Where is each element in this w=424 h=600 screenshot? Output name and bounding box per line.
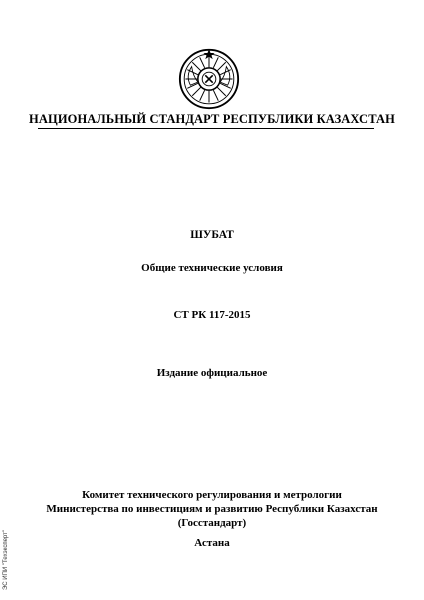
publisher-line-1: Комитет технического регулирования и метрологии: [82, 489, 342, 501]
kazakhstan-state-emblem-icon: [178, 48, 240, 110]
publisher-line-2: Министерства по инвестициям и развитию Республики Казахстан: [46, 503, 378, 515]
publisher-line-3: (Госстандарт): [177, 517, 247, 529]
edition-label: Издание официальное: [156, 367, 268, 379]
publisher-block: [0, 488, 424, 530]
header-divider: [38, 128, 374, 129]
city-label: Астана: [194, 537, 230, 549]
document-title: ШУБАТ: [190, 229, 234, 241]
document-subtitle: Общие технические условия: [141, 262, 283, 274]
standard-header-title: НАЦИОНАЛЬНЫЙ СТАНДАРТ РЕСПУБЛИКИ КАЗАХСТАН: [29, 112, 395, 126]
margin-watermark-text: ЭС ИПИ "Техэксперт": [3, 529, 9, 590]
document-number: СТ РК 117-2015: [173, 309, 251, 321]
